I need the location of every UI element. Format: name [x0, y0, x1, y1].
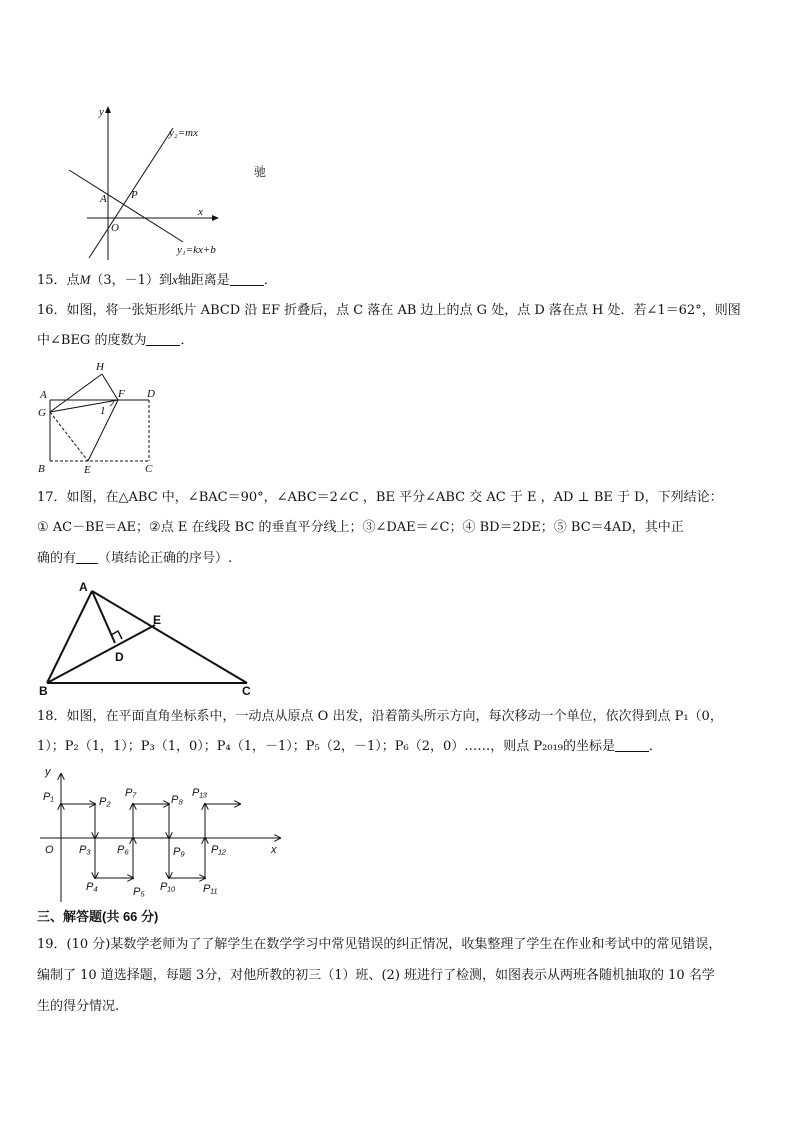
section-heading: 三、解答题(共 66 分) [37, 909, 159, 924]
label-p1: P₁ [43, 791, 54, 803]
q17-text-b: （填结论正确的序号）. [98, 551, 233, 566]
q16-end: ． [180, 333, 194, 348]
stray-char: 驰 [254, 165, 267, 179]
q16-text: 中∠BEG 的度数为 [37, 333, 147, 348]
q15-x: x [171, 272, 178, 287]
question-18-line1: 18．如图，在平面直角坐标系中，一动点从原点 O 出发，沿着箭头所示方向，每次移动一个单位，依次得到点 P₁（0， [37, 709, 723, 724]
question-17-line2: ① AC－BE＝AE；②点 E 在线段 BC 的垂直平分线上；③∠DAE＝∠C；④ BD＝2DE；⑤ BC＝4AD，其中正 [37, 520, 684, 535]
label-p5: P₅ [133, 886, 145, 898]
label-p11: P₁₁ [203, 883, 218, 895]
label-a: A [79, 580, 88, 594]
question-19-line3: 生的得分情况. [37, 999, 120, 1014]
question-18-line2 [37, 739, 662, 755]
label-h: H [96, 361, 104, 373]
question-16-line1: 16．如图，将一张矩形纸片 ABCD 沿 EF 折叠后，点 C 落在 AB 边上的点 G 处，点 D 落在点 H 处．若∠1＝62°，则图 [37, 303, 741, 318]
label-p2: P₂ [99, 796, 111, 808]
q18-end: ． [649, 739, 663, 754]
question-19-line1: 19．(10 分)某数学老师为了了解学生在数学学习中常见错误的纠正情况，收集整理了学生在作业和考试中的常见错误， [37, 937, 722, 952]
label-p4: P₄ [86, 881, 98, 893]
answer-blank[interactable] [76, 551, 98, 564]
answer-blank[interactable] [146, 333, 180, 346]
label-g: G [38, 407, 46, 419]
q15-number: 15． [37, 273, 67, 288]
label-d: D [115, 650, 124, 664]
figure-coordinate-path [35, 762, 295, 907]
question-16-line2 [37, 333, 193, 349]
x-axis-label: x [271, 844, 277, 856]
label-p8: P₈ [171, 794, 183, 806]
q15-text-c: 轴距离是 [177, 273, 230, 288]
label-e: E [153, 613, 162, 627]
label-p7: P₇ [125, 787, 137, 799]
label-p10: P₁₀ [160, 881, 176, 893]
label-p3: P₃ [79, 844, 91, 856]
y-axis-label: y [45, 766, 51, 778]
question-17-line1: 17．如图，在△ABC 中，∠BAC＝90°，∠ABC＝2∠C ，BE 平分∠ABC 交 AC 于 E ，AD ⊥ BE 于 D，下列结论： [37, 490, 723, 505]
label-f: F [118, 388, 125, 400]
figure-linear-functions [55, 100, 295, 270]
x-axis-label: x [198, 206, 203, 218]
label-b: B [38, 463, 45, 475]
q15-text-b: （3，－1）到 [90, 273, 172, 288]
q15-text-a: 点 [66, 273, 80, 288]
point-a-label: A [100, 193, 107, 205]
question-19-line2: 编制了 10 道选择题，每题 3分，对他所教的初三（1）班、(2) 班进行了检测，如图表示从两班各随机抽取的 10 名学 [37, 968, 715, 983]
q18-text: 1）；P₂（1，1）；P₃（1，0）；P₄（1，－1）；P₅（2，－1）；P₆（2，0）……，则点 P₂₀₁₉的坐标是 [37, 739, 615, 754]
q17-text-a: 确的有 [37, 551, 77, 566]
point-p-label: P [131, 189, 138, 201]
origin-label: O [45, 844, 54, 856]
label-p12: P₁₂ [211, 844, 227, 856]
label-d: D [147, 388, 155, 400]
answer-blank[interactable] [230, 273, 264, 286]
label-angle-1: 1 [100, 405, 106, 417]
label-a: A [40, 389, 47, 401]
label-c: C [145, 463, 153, 475]
answer-blank[interactable] [615, 739, 649, 752]
q15-end: ． [263, 273, 277, 288]
question-15 [37, 272, 277, 289]
label-p9: P₉ [173, 846, 185, 858]
line-y2-label: y₂=mx [169, 127, 198, 139]
y-axis-label: y [99, 106, 104, 118]
line-y1-label: y₁=kx+b [177, 244, 216, 256]
label-c: C [242, 684, 251, 698]
figure-folded-rectangle [30, 356, 170, 476]
label-b: B [39, 684, 48, 698]
label-p13: P₁₃ [192, 787, 208, 799]
origin-label: O [111, 222, 119, 234]
q15-point-m: M [79, 272, 91, 287]
label-e: E [84, 464, 91, 476]
line-y1 [69, 170, 183, 242]
label-p6: P₆ [117, 844, 129, 856]
question-17-line3 [37, 551, 232, 567]
figure-triangle-abc [35, 578, 265, 698]
